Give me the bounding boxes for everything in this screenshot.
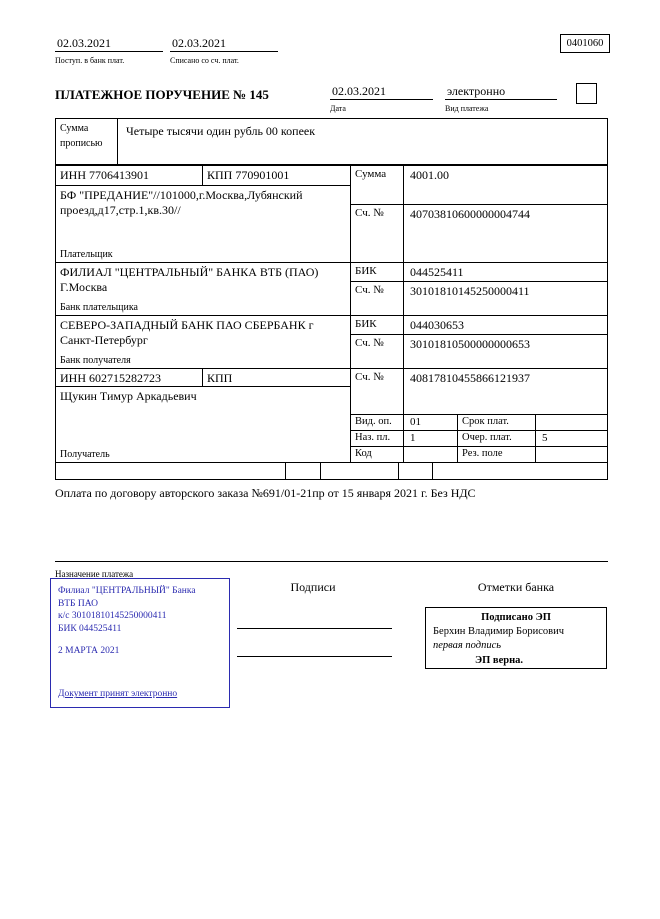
- esign-subtitle: первая подпись: [433, 640, 502, 652]
- payee-bank-name: СЕВЕРО-ЗАПАДНЫЙ БАНК ПАО СБЕРБАНК г Санкт-Петербург: [60, 318, 314, 347]
- amount-words-value: Четыре тысячи один рубль 00 копеек: [126, 124, 316, 138]
- form-code-box: 0401060: [560, 34, 610, 53]
- payee-bank-section: [56, 316, 607, 369]
- code-value: [404, 447, 458, 462]
- amount-words-section: [55, 118, 608, 165]
- op-type-value: 01: [404, 415, 458, 430]
- payer-kpp: КПП 770901001: [207, 168, 290, 182]
- signature-line-1: [237, 628, 392, 629]
- purpose-text: Оплата по договору авторского заказа №691/01-21пр от 15 января 2021 г. Без НДС: [55, 486, 476, 500]
- payee-inn: ИНН 602715282723: [56, 369, 203, 386]
- payee-label: Получатель: [60, 449, 110, 460]
- esign-title: Подписано ЭП: [481, 612, 551, 623]
- payer-bank-bik-value: 044525411: [410, 265, 464, 279]
- received-date-field: 02.03.2021: [55, 36, 163, 52]
- status-code-box: [576, 83, 597, 104]
- purpose-code-value: 1: [404, 431, 458, 446]
- tax-field-cell: [433, 463, 607, 479]
- esign-name: Берхин Владимир Борисович: [433, 626, 564, 638]
- payer-bank-label: Банк плательщика: [60, 302, 138, 313]
- payee-kpp-label: КПП: [207, 371, 233, 385]
- bank-marks-label: Отметки банка: [477, 580, 555, 594]
- document-date-field: 02.03.2021: [330, 84, 433, 100]
- tax-field-cell: [286, 463, 321, 479]
- bank-stamp: [50, 578, 230, 708]
- payer-bank-name: ФИЛИАЛ "ЦЕНТРАЛЬНЫЙ" БАНКА ВТБ (ПАО) Г.Москва: [60, 265, 319, 294]
- signature-line-2: [237, 656, 392, 657]
- payee-name: Щукин Тимур Аркадьевич: [60, 389, 197, 403]
- stamp-line-2: ВТБ ПАО: [58, 598, 98, 609]
- payer-inn: ИНН 7706413901: [56, 166, 203, 185]
- sum-value: 4001.00: [410, 168, 449, 182]
- payer-bank-section: [56, 263, 607, 316]
- payee-bank-bik-label: БИК: [351, 316, 404, 334]
- payer-label: Плательщик: [60, 249, 113, 260]
- payer-account-label: Сч. №: [351, 205, 404, 262]
- tax-field-cell: [399, 463, 433, 479]
- stamp-date: 2 МАРТА 2021: [58, 646, 120, 657]
- payment-table: [55, 165, 608, 480]
- document-date-label: Дата: [330, 104, 346, 113]
- code-label: Код: [351, 447, 404, 462]
- stamp-status: Документ принят электронно: [58, 689, 178, 700]
- tax-field-cell: [321, 463, 399, 479]
- reserve-field-value: [536, 447, 607, 462]
- priority-label: Очер. плат.: [458, 431, 536, 446]
- received-date-label: Поступ. в банк плат.: [55, 56, 125, 65]
- stamp-line-3: к/с 30101810145250000411: [58, 611, 167, 622]
- debited-date-field: 02.03.2021: [170, 36, 278, 52]
- payee-bank-bik-value: 044030653: [410, 318, 464, 332]
- pay-term-value: [536, 415, 607, 430]
- payee-bank-label: Банк получателя: [60, 355, 131, 366]
- payer-section: [56, 166, 607, 263]
- payer-name: БФ "ПРЕДАНИЕ"//101000,г.Москва,Лубянский проезд,д17,стр.1,кв.30//: [60, 188, 303, 217]
- payer-account-value: 40703810600000004744: [410, 207, 530, 221]
- payer-bank-bik-label: БИК: [351, 263, 404, 281]
- pay-term-label: Срок плат.: [458, 415, 536, 430]
- purpose-label: Назначение платежа: [55, 569, 134, 579]
- payee-bank-account-value: 30101810500000000653: [410, 337, 530, 351]
- tax-fields-row: [56, 463, 607, 479]
- purpose-code-label: Наз. пл.: [351, 431, 404, 446]
- signatures-label: Подписи: [290, 580, 336, 594]
- reserve-field-label: Рез. поле: [458, 447, 536, 462]
- debited-date-label: Списано со сч. плат.: [170, 56, 239, 65]
- op-type-label: Вид. оп.: [351, 415, 404, 430]
- stamp-line-1: Филиал "ЦЕНТРАЛЬНЫЙ" Банка: [58, 586, 196, 596]
- payer-bank-account-label: Сч. №: [351, 282, 404, 315]
- payee-bank-account-label: Сч. №: [351, 335, 404, 368]
- document-title: ПЛАТЕЖНОЕ ПОРУЧЕНИЕ № 145: [55, 87, 269, 102]
- payee-account-label: Сч. №: [351, 369, 404, 414]
- tax-field-cell: [56, 463, 286, 479]
- priority-value: 5: [542, 432, 548, 444]
- esign-box: [425, 607, 607, 669]
- payee-account-value: 40817810455866121937: [410, 371, 530, 385]
- stamp-spacer: [58, 658, 222, 689]
- amount-words-label: Сумма прописью: [56, 119, 118, 164]
- payment-type-field: электронно: [445, 84, 557, 100]
- sum-label: Сумма: [351, 166, 404, 204]
- esign-verified: ЭП верна.: [475, 654, 524, 666]
- stamp-line-4: БИК 044525411: [58, 623, 122, 634]
- payee-section: [56, 369, 607, 463]
- payment-type-label: Вид платежа: [445, 104, 489, 113]
- payer-bank-account-value: 30101810145250000411: [410, 284, 530, 298]
